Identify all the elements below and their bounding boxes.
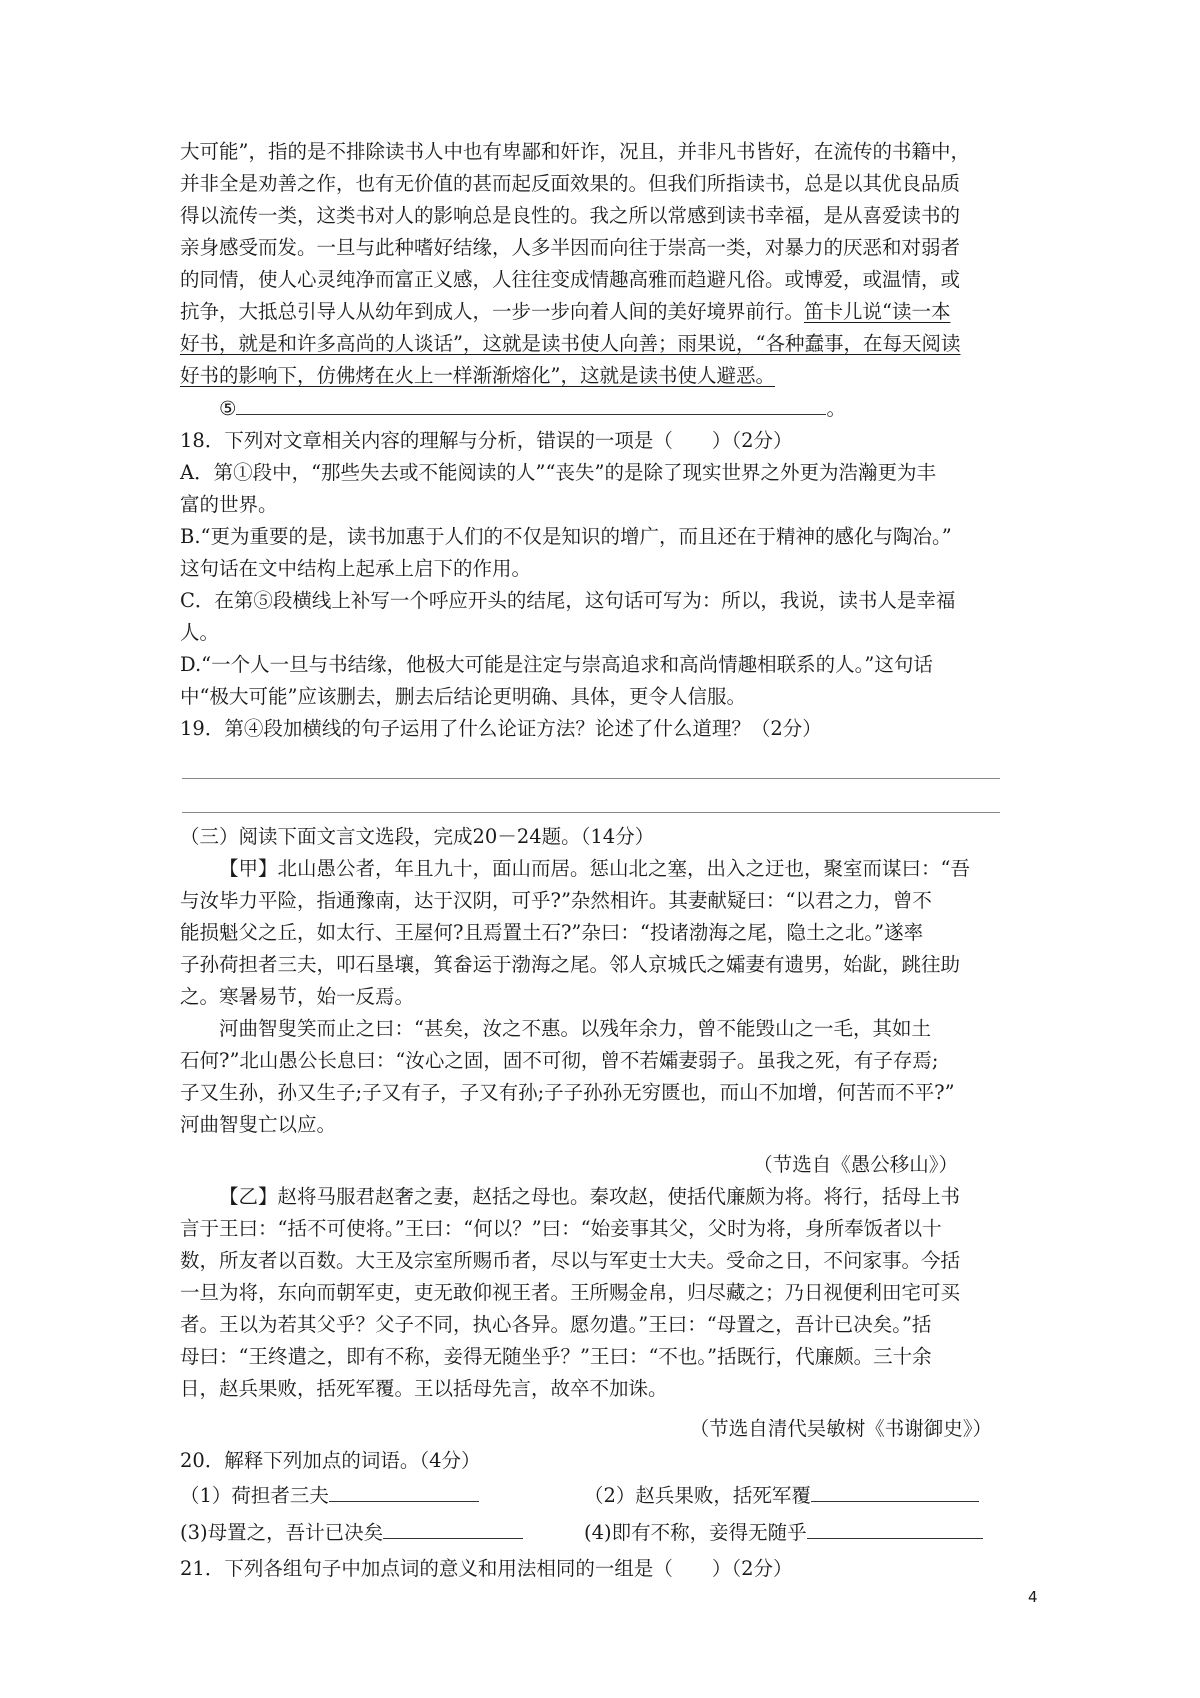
jia-line: 子孙荷担者三夫，叩石垦壤，箕畚运于渤海之尾。邻人京城氏之孀妻有遗男，始龀，跳往助: [180, 953, 961, 976]
q20-stem: 20．解释下列加点的词语。（4分）: [180, 1449, 481, 1472]
q19-answer-line[interactable]: [182, 779, 1000, 813]
jia-line: 河曲智叟笑而止之曰：“甚矣，汝之不惠。以残年余力，曾不能毁山之一毛，其如土: [219, 1017, 931, 1040]
yi-line: 母曰：“王终遣之，即有不称，妾得无随坐乎？”王曰：“不也。”括既行，代廉颇。三十余: [180, 1345, 932, 1368]
passage-line: 亲身感受而发。一旦与此种嗜好结缘，人多半因而向往于崇高一类，对暴力的厌恶和对弱者: [180, 236, 961, 259]
underlined-sentence: 笛卡儿说“读一本: [804, 300, 951, 323]
q20-item-3-text: (3)母置之，吾计已决矣: [180, 1521, 384, 1544]
q20-blank-3[interactable]: [383, 1516, 523, 1539]
q20-row: [180, 1479, 1028, 1512]
passage-line: [180, 328, 1028, 360]
jia-line: 河曲智叟亡以应。: [180, 1113, 337, 1136]
q18-option-b-cont: 这句话在文中结构上起承上启下的作用。: [180, 557, 532, 580]
underlined-sentence: 好书，就是和许多高尚的人谈话”，这就是读书使人向善；雨果说，“各种蠢事，在每天阅读: [180, 332, 961, 355]
q18-option-c-cont: 人。: [180, 621, 220, 644]
underlined-sentence: 好书的影响下，仿佛烤在火上一样渐渐熔化”，这就是读书使人避恶。: [180, 364, 775, 387]
passage-line: 大可能”，指的是不排除读书人中也有卑鄙和奸诈，况且，并非凡书皆好，在流传的书籍中，: [180, 140, 970, 163]
q18-option-b: B.“更为重要的是，读书加惠于人们的不仅是知识的增广，而且还在于精神的感化与陶冶。”: [180, 525, 952, 548]
q18-option-a: A．第①段中，“那些失去或不能阅读的人”“丧失”的是除了现实世界之外更为浩瀚更为丰: [180, 461, 936, 484]
yi-line: 日，赵兵果败，括死军覆。王以括母先言，故卒不加诛。: [180, 1377, 668, 1400]
q19-answer-line[interactable]: [182, 745, 1000, 779]
blank-5-marker: ⑤: [219, 397, 237, 420]
yi-line: 【乙】赵将马服君赵奢之妻，赵括之母也。秦攻赵，使括代廉颇为将。将行，括母上书: [219, 1185, 961, 1208]
jia-line: 能损魁父之丘，如太行、王屋何?且焉置土石?”杂曰：“投诸渤海之尾，隐土之北。”遂率: [180, 921, 924, 944]
section-3-title: （三）阅读下面文言文选段，完成20－24题。（14分）: [180, 825, 655, 848]
q20-item-3: [180, 1516, 584, 1549]
q20-item-4-text: (4)即有不称，妾得无随乎: [584, 1521, 807, 1544]
q20-row: [180, 1516, 1028, 1549]
passage-line: [180, 296, 1028, 328]
blank-5-end: 。: [826, 397, 846, 420]
q19-stem: 19．第④段加横线的句子运用了什么论证方法？论述了什么道理？（2分）: [180, 717, 822, 740]
passage-line: [180, 360, 1028, 392]
q18-option-c: C．在第⑤段横线上补写一个呼应开头的结尾，这句话可写为：所以，我说，读书人是幸福: [180, 589, 956, 612]
blank-5[interactable]: [236, 392, 826, 415]
page-number: 4: [1028, 1588, 1038, 1606]
q20-blank-1[interactable]: [329, 1479, 479, 1502]
yi-line: 一旦为将，东向而朝军吏，吏无敢仰视王者。王所赐金帛，归尽藏之；乃日视便利田宅可买: [180, 1281, 961, 1304]
passage-line: 得以流传一类，这类书对人的影响总是良性的。我之所以常感到读书幸福，是从喜爱读书的: [180, 204, 961, 227]
passage-line: 并非全是劝善之作，也有无价值的甚而起反面效果的。但我们所指读书，总是以其优良品质: [180, 172, 961, 195]
q18-option-d-cont: 中“极大可能”应该删去，删去后结论更明确、具体，更令人信服。: [180, 685, 746, 708]
jia-line: 与汝毕力平险，指通豫南，达于汉阴，可乎?”杂然相许。其妻献疑曰：“以君之力，曾不: [180, 889, 932, 912]
page-content: [180, 136, 1028, 1585]
yi-line: 者。王以为若其父乎？父子不同，执心各异。愿勿遣。”王曰：“母置之，吾计已决矣。”括: [180, 1313, 932, 1336]
q20-item-2: [584, 1479, 979, 1512]
jia-line: 子又生孙，孙又生子;子又有子，子又有孙;子子孙孙无穷匮也，而山不加增，何苦而不平?”: [180, 1081, 955, 1104]
jia-line: 石何?”北山愚公长息曰：“汝心之固，固不可彻，曾不若孀妻弱子。虽我之死，有子存焉;: [180, 1049, 939, 1072]
passage-line: 的同情，使人心灵纯净而富正义感，人往往变成情趣高雅而趋避凡俗。或博爱，或温情，或: [180, 268, 961, 291]
q21-stem: 21．下列各组句子中加点词的意义和用法相同的一组是（ ）（2分）: [180, 1557, 793, 1580]
q20-blank-2[interactable]: [811, 1479, 979, 1502]
q18-option-a-cont: 富的世界。: [180, 493, 278, 516]
yi-line: 言于王曰：“括不可使将。”王曰：“何以？”曰：“始妾事其父，父时为将，身所奉饭者以十: [180, 1217, 942, 1240]
jia-line: 【甲】北山愚公者，年且九十，面山而居。惩山北之塞，出入之迂也，聚室而谋曰：“吾: [219, 857, 970, 880]
q20-item-1-text: （1）荷担者三夫: [180, 1484, 329, 1507]
q20-blank-4[interactable]: [807, 1516, 983, 1539]
q20-item-2-text: （2）赵兵果败，括死军覆: [584, 1484, 811, 1507]
q20-item-4: [584, 1516, 983, 1549]
passage-text: 抗争，大抵总引导人从幼年到成人，一步一步向着人间的美好境界前行。: [180, 300, 805, 323]
blank-5-line: [180, 392, 1028, 425]
jia-source: （节选自《愚公移山》）: [753, 1153, 958, 1176]
jia-line: 之。寒暑易节，始一反焉。: [180, 985, 415, 1008]
yi-line: 数，所友者以百数。大王及宗室所赐币者，尽以与军吏士大夫。受命之日，不问家事。今括: [180, 1249, 961, 1272]
q18-stem: 18．下列对文章相关内容的理解与分析，错误的一项是（ ）（2分）: [180, 429, 793, 452]
q20-item-1: [180, 1479, 584, 1512]
q18-option-d: D.“一个人一旦与书结缘，他极大可能是注定与崇高追求和高尚情趣相联系的人。”这句话: [180, 653, 933, 676]
yi-source: （节选自清代吴敏树《书谢御史》）: [689, 1417, 992, 1440]
